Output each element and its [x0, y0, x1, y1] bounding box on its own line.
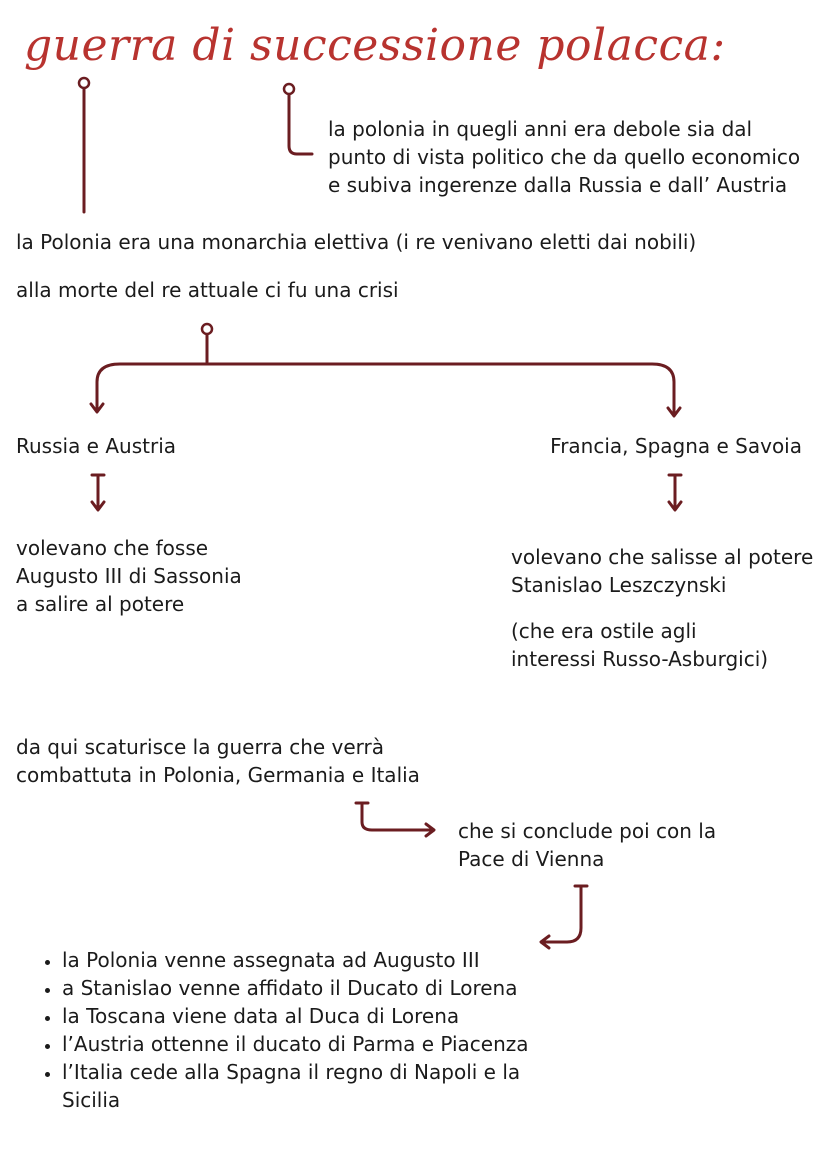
- list-item: • l’Italia cede alla Spagna il regno di Napoli e la Sicilia: [62, 1058, 582, 1114]
- left-branch-heading: Russia e Austria: [16, 434, 176, 458]
- list-item: • la Toscana viene data al Duca di Lorena: [62, 1002, 582, 1030]
- right-branch-body: [511, 543, 813, 599]
- weak-note-connector: [289, 94, 312, 154]
- right-branch-note: [511, 617, 768, 673]
- peace-results-list: [16, 946, 582, 1114]
- elective-monarchy-text: la Polonia era una monarchia elettiva (i re venivano eletti dai nobili): [16, 230, 697, 254]
- peace-text: [458, 817, 716, 873]
- branch-arc: [97, 364, 674, 414]
- peace-line: Pace di Vienna: [458, 847, 605, 871]
- poland-weak-line: e subiva ingerenze dalla Russia e dall’ Austria: [328, 173, 788, 197]
- peace-arrow-path: [543, 886, 581, 942]
- list-item: • a Stanislao venne affidato il Ducato di Lorena: [62, 974, 582, 1002]
- page-title: guerra di successione polacca:: [24, 20, 726, 71]
- right-branch-line: Stanislao Leszczynski: [511, 573, 727, 597]
- left-branch-body: [16, 534, 242, 618]
- list-item: • la Polonia venne assegnata ad Augusto III: [62, 946, 582, 974]
- poland-weak-note: [328, 115, 800, 199]
- peace-line: che si conclude poi con la: [458, 819, 717, 843]
- right-branch-note-line: (che era ostile agli: [511, 619, 697, 643]
- poland-weak-line: la polonia in quegli anni era debole sia dal: [328, 117, 753, 141]
- weak-note-dot: [284, 84, 294, 94]
- war-line: combattuta in Polonia, Germania e Italia: [16, 763, 420, 787]
- right-branch-heading: Francia, Spagna e Savoia: [550, 434, 802, 458]
- title-stem-dot: [79, 78, 89, 88]
- left-branch-line: volevano che fosse: [16, 536, 209, 560]
- left-branch-line: Augusto III di Sassonia: [16, 564, 242, 588]
- right-branch-note-line: interessi Russo-Asburgici): [511, 647, 769, 671]
- war-arrow-path: [362, 803, 432, 830]
- war-text: [16, 733, 420, 789]
- right-branch-line: volevano che salisse al potere: [511, 545, 814, 569]
- war-line: da qui scaturisce la guerra che verrà: [16, 735, 385, 759]
- left-branch-line: a salire al potere: [16, 592, 185, 616]
- branch-stem-dot: [202, 324, 212, 334]
- list-item: • l’Austria ottenne il ducato di Parma e Piacenza: [62, 1030, 582, 1058]
- poland-weak-line: punto di vista politico che da quello economico: [328, 145, 801, 169]
- crisis-text: alla morte del re attuale ci fu una crisi: [16, 278, 399, 302]
